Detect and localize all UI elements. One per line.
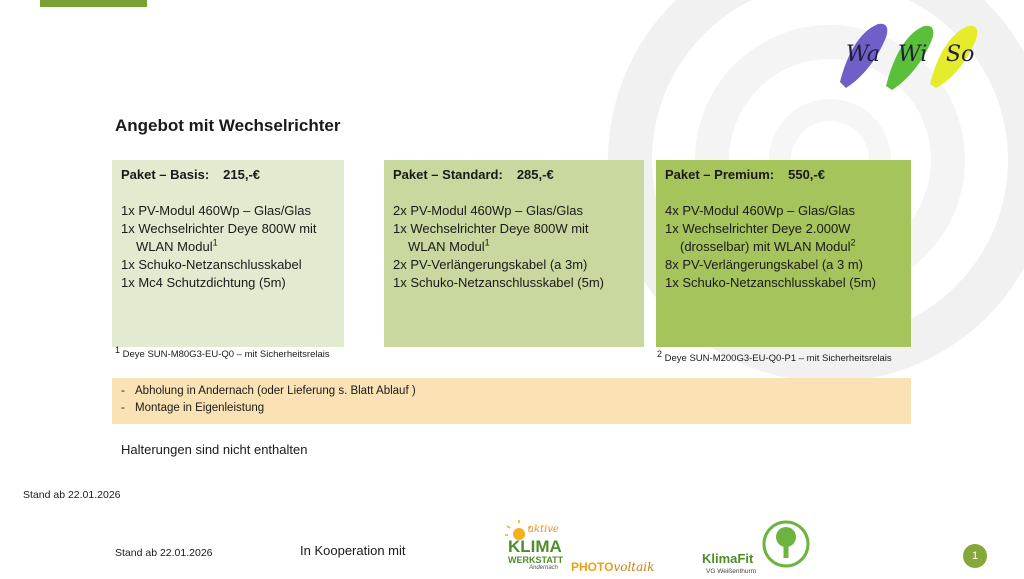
voltaik-text: voltaik xyxy=(613,560,655,574)
photovoltaik-logo xyxy=(571,560,654,574)
list-item: 2x PV-Verlängerungskabel (a 3m) xyxy=(393,257,588,272)
list-item: 1x Schuko-Netzanschlusskabel xyxy=(121,257,302,272)
klimafit-logo xyxy=(702,518,814,578)
bullet: - xyxy=(121,385,125,397)
list-item: 8x PV-Verlängerungskabel (a 3 m) xyxy=(665,257,863,272)
info-text: Abholung in Andernach (oder Lieferung s. Blatt Ablauf ) xyxy=(135,385,416,397)
footnote-marker: 1 xyxy=(212,237,218,248)
list-item xyxy=(121,400,902,417)
footnote-one xyxy=(115,344,330,360)
list-item: 1x Schuko-Netzanschlusskabel (5m) xyxy=(393,275,604,290)
package-price: 285,-€ xyxy=(516,167,554,182)
page-title: Angebot mit Wechselrichter xyxy=(115,116,341,135)
top-accent-bar xyxy=(40,0,147,7)
pickup-info-box xyxy=(112,378,911,424)
klimafit-sub-text: VG Weißenthurm xyxy=(706,568,757,575)
list-item: 1x Wechselrichter Deye 2.000W xyxy=(665,221,851,236)
date-stamp-footer: Stand ab 22.01.2026 xyxy=(115,547,213,559)
list-item xyxy=(121,238,335,256)
list-item-text: WLAN Modul xyxy=(408,239,485,254)
wawiso-logo xyxy=(836,18,986,96)
list-item xyxy=(393,238,635,256)
package-name: Paket – Standard: xyxy=(393,167,503,182)
footnote-marker: 1 xyxy=(484,237,490,248)
package-header xyxy=(393,166,635,184)
klima-main-text: KLIMA xyxy=(508,537,562,556)
footnote-marker: 2 xyxy=(850,237,856,248)
package-basis-card xyxy=(112,160,344,347)
footnote-text: Deye SUN-M200G3-EU-Q0-P1 – mit Sicherheitsrelais xyxy=(664,353,892,364)
bullet: - xyxy=(121,402,125,414)
cooperation-label: In Kooperation mit xyxy=(300,543,406,558)
logo-text-wi: Wi xyxy=(898,42,928,67)
mounting-note: Halterungen sind nicht enthalten xyxy=(121,442,308,457)
list-item xyxy=(121,383,902,400)
footnote-number: 2 xyxy=(657,348,663,359)
footnote-two xyxy=(657,348,892,364)
klima-sub-text: WERKSTATT xyxy=(508,555,564,565)
list-item-text: (drosselbar) mit WLAN Modul xyxy=(680,239,851,254)
list-item xyxy=(665,238,902,256)
package-name: Paket – Basis: xyxy=(121,167,210,182)
klima-top-text: aktive xyxy=(528,524,559,535)
klima-script-text: Andernach xyxy=(529,565,559,571)
klima-werkstatt-logo xyxy=(505,520,571,578)
date-stamp-top: Stand ab 22.01.2026 xyxy=(23,489,121,501)
list-item: 1x Schuko-Netzanschlusskabel (5m) xyxy=(665,275,876,290)
page-number-badge: 1 xyxy=(963,544,987,568)
package-price: 215,-€ xyxy=(223,167,261,182)
package-header xyxy=(665,166,902,184)
list-item-text: WLAN Modul xyxy=(136,239,213,254)
package-price: 550,-€ xyxy=(788,167,825,182)
package-header xyxy=(121,166,335,184)
footnote-text: Deye SUN-M80G3-EU-Q0 – mit Sicherheitsrelais xyxy=(122,349,330,360)
list-item: 2x PV-Modul 460Wp – Glas/Glas xyxy=(393,203,584,218)
klimafit-main-text: KlimaFit xyxy=(702,551,754,566)
list-item: 4x PV-Modul 460Wp – Glas/Glas xyxy=(665,203,856,218)
logo-text-wa: Wa xyxy=(846,42,880,67)
photo-text: PHOTO xyxy=(571,560,614,574)
logo-text-so: So xyxy=(946,42,975,67)
footnote-number: 1 xyxy=(115,344,121,355)
package-premium-card xyxy=(656,160,911,347)
package-standard-card xyxy=(384,160,644,347)
list-item: 1x PV-Modul 460Wp – Glas/Glas xyxy=(121,203,312,218)
package-name: Paket – Premium: xyxy=(665,167,775,182)
list-item: 1x Wechselrichter Deye 800W mit xyxy=(393,221,589,236)
list-item: 1x Mc4 Schutzdichtung (5m) xyxy=(121,275,286,290)
info-text: Montage in Eigenleistung xyxy=(135,402,265,414)
list-item: 1x Wechselrichter Deye 800W mit xyxy=(121,221,317,236)
